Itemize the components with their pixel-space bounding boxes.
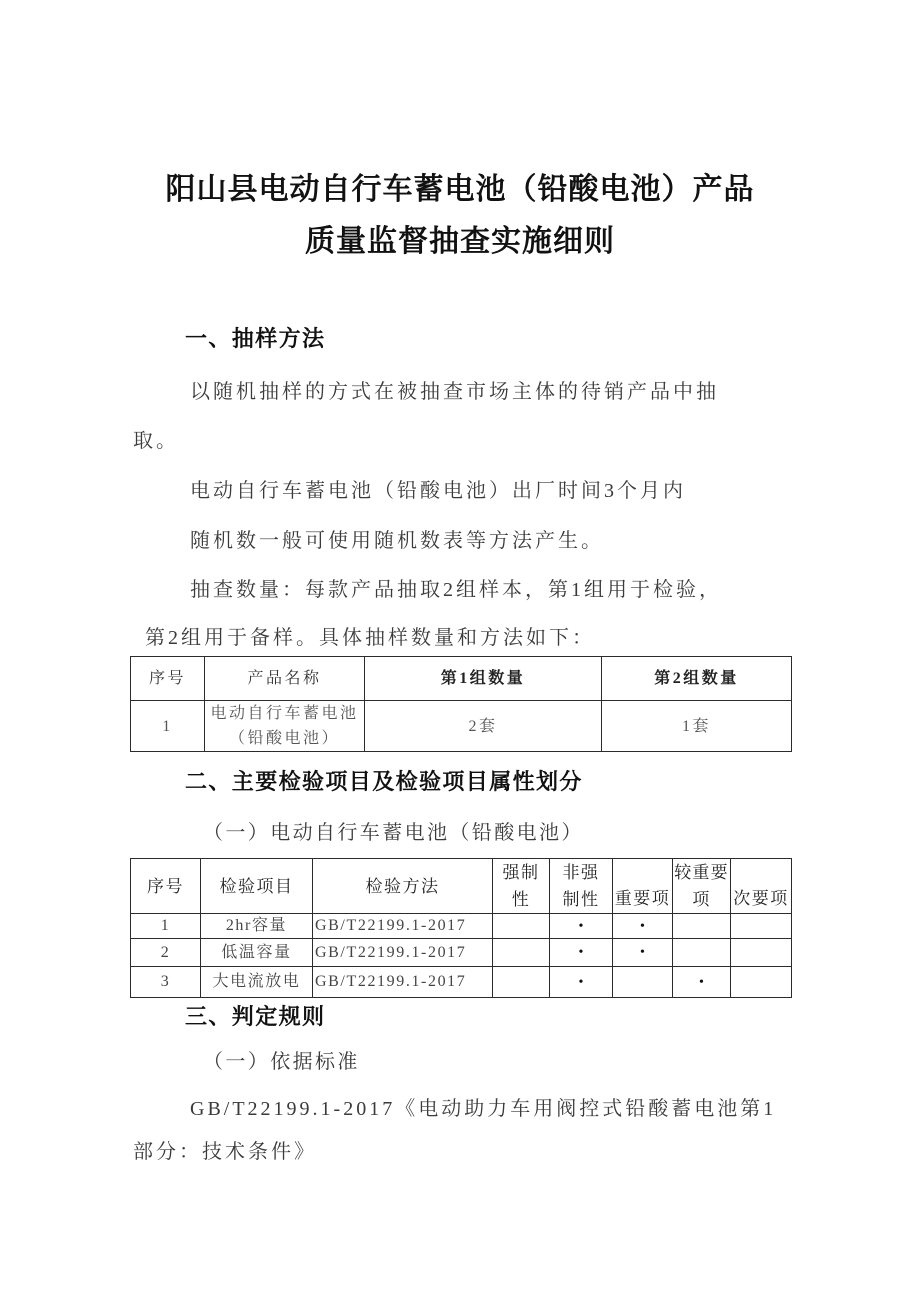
non-mandatory-mark: • xyxy=(578,918,584,934)
col-header-important: 重要项 xyxy=(613,859,673,914)
col-header-non-mandatory xyxy=(550,859,613,914)
cell-product: 电动自行车蓄电池（铅酸电池） xyxy=(205,701,365,752)
section-heading-inspection: 二、主要检验项目及检验项目属性划分 xyxy=(185,770,583,795)
paragraph-line: GB/T22199.1-2017《电动助力车用阀控式铅酸蓄电池第1 xyxy=(190,1098,777,1120)
cell-non-mandatory xyxy=(550,967,613,998)
col-header-serial: 序号 xyxy=(131,657,205,701)
table-row xyxy=(131,914,792,939)
paragraph-line: 取。 xyxy=(133,430,179,452)
cell-method: GB/T22199.1-2017 xyxy=(313,939,493,967)
col-header-group1-quantity: 第1组数量 xyxy=(365,657,602,701)
important-mark: • xyxy=(640,945,645,960)
col-header-group2-quantity: 第2组数量 xyxy=(602,657,792,701)
cell-important xyxy=(613,939,673,967)
paragraph-line: 以随机抽样的方式在被抽查市场主体的待销产品中抽 xyxy=(190,381,719,403)
subsection-heading: （一）依据标准 xyxy=(203,1051,360,1073)
col-header-minor: 次要项 xyxy=(731,859,792,914)
paragraph-line: 随机数一般可使用随机数表等方法产生。 xyxy=(190,530,604,552)
col-header-non-mandatory-label: 非强制性 xyxy=(562,863,600,909)
table-header-row xyxy=(131,657,792,701)
cell-serial: 1 xyxy=(131,914,201,939)
cell-important xyxy=(613,914,673,939)
cell-mandatory xyxy=(493,914,550,939)
cell-important xyxy=(613,967,673,998)
cell-method: GB/T22199.1-2017 xyxy=(313,967,493,998)
cell-serial: 2 xyxy=(131,939,201,967)
paragraph-line: 电动自行车蓄电池（铅酸电池）出厂时间3个月内 xyxy=(190,480,686,502)
document-title-line-2: 质量监督抽查实施细则 xyxy=(305,224,615,259)
paragraph-line: 抽查数量：每款产品抽取2组样本，第1组用于检验， xyxy=(190,579,722,601)
section-heading-judgment: 三、判定规则 xyxy=(185,1005,326,1030)
fairly-important-mark: • xyxy=(699,974,704,990)
table-header-row xyxy=(131,859,792,914)
cell-item: 2hr容量 xyxy=(201,914,313,939)
col-header-method: 检验方法 xyxy=(313,859,493,914)
cell-group1-quantity: 2套 xyxy=(365,701,602,752)
table-row xyxy=(131,967,792,998)
table-row xyxy=(131,939,792,967)
cell-mandatory xyxy=(493,939,550,967)
cell-fairly-important xyxy=(673,967,731,998)
cell-minor xyxy=(731,939,792,967)
non-mandatory-mark: • xyxy=(578,974,584,990)
cell-group2-quantity: 1套 xyxy=(602,701,792,752)
inspection-items-table xyxy=(130,858,792,998)
non-mandatory-mark: • xyxy=(578,945,584,960)
paragraph-line: 部分：技术条件》 xyxy=(133,1141,317,1163)
col-header-serial: 序号 xyxy=(131,859,201,914)
cell-fairly-important xyxy=(673,939,731,967)
cell-non-mandatory xyxy=(550,939,613,967)
col-header-fairly-important xyxy=(673,859,731,914)
cell-item: 大电流放电 xyxy=(201,967,313,998)
paragraph-line: 第2组用于备样。具体抽样数量和方法如下： xyxy=(145,627,595,649)
col-header-mandatory xyxy=(493,859,550,914)
table-row xyxy=(131,701,792,752)
cell-mandatory xyxy=(493,967,550,998)
section-heading-sampling: 一、抽样方法 xyxy=(185,327,326,352)
sample-quantity-table xyxy=(130,656,792,752)
cell-fairly-important xyxy=(673,914,731,939)
col-header-mandatory-label: 强制性 xyxy=(502,863,540,909)
col-header-item: 检验项目 xyxy=(201,859,313,914)
cell-serial: 1 xyxy=(131,701,205,752)
cell-method: GB/T22199.1-2017 xyxy=(313,914,493,939)
col-header-fairly-important-label: 较重要项 xyxy=(674,863,729,909)
cell-minor xyxy=(731,914,792,939)
important-mark: • xyxy=(640,918,645,934)
cell-serial: 3 xyxy=(131,967,201,998)
cell-item: 低温容量 xyxy=(201,939,313,967)
cell-non-mandatory xyxy=(550,914,613,939)
subsection-heading: （一）电动自行车蓄电池（铅酸电池） xyxy=(203,822,584,844)
cell-minor xyxy=(731,967,792,998)
document-title-line-1: 阳山县电动自行车蓄电池（铅酸电池）产品 xyxy=(165,172,755,207)
col-header-product: 产品名称 xyxy=(205,657,365,701)
